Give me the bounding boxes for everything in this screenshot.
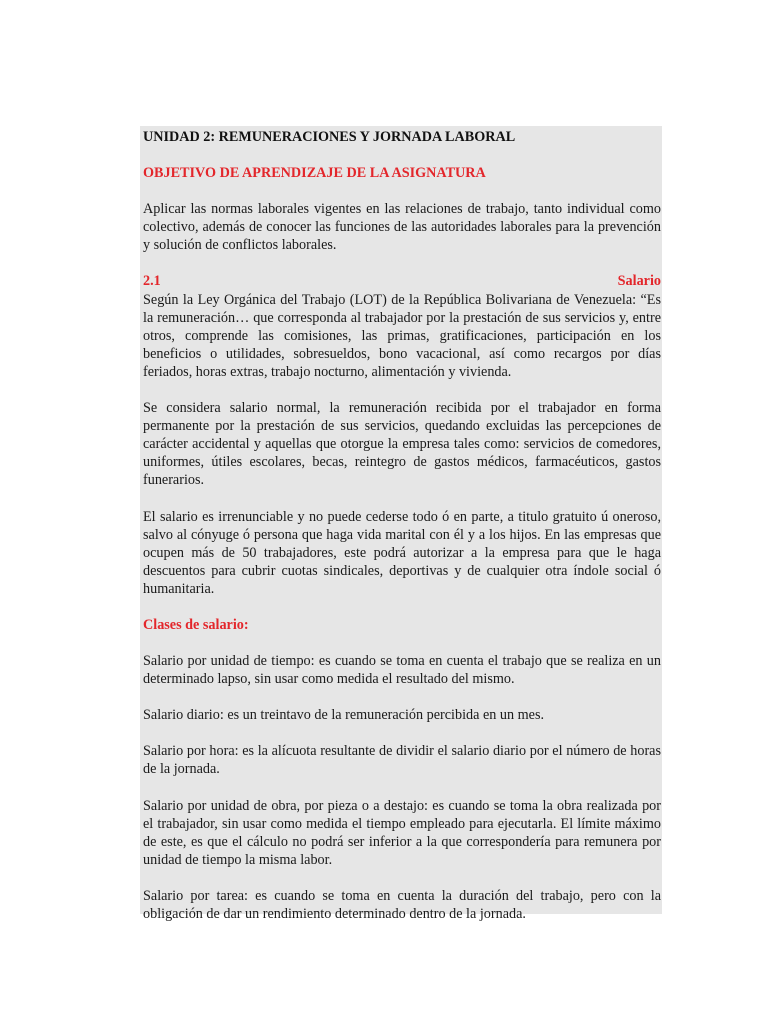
objective-heading: OBJETIVO DE APRENDIZAJE DE LA ASIGNATURA [143, 165, 486, 182]
salary-class-item: Salario por tarea: es cuando se toma en cuenta la duración del trabajo, pero con la obligación de dar un rendimiento determinado dentro de la jornada. [143, 887, 661, 922]
salary-class-item: Salario por hora: es la alícuota resultante de dividir el salario diario por el número de horas de la jornada. [143, 743, 661, 778]
salary-class-item: Salario por unidad de obra, por pieza o a destajo: es cuando se toma la obra realizada por el trabajador, sin usar como medida el tiempo empleado para ejecutarla. El límite máximo de este, es que el cálculo no podrá ser inferior a la que correspondería para remunera por unidad de tiempo la misma labor. [143, 797, 661, 868]
unit-title: UNIDAD 2: REMUNERACIONES Y JORNADA LABORAL [143, 129, 516, 145]
salary-class-item: Salario diario: es un treintavo de la remuneración percibida en un mes. [143, 707, 545, 724]
objective-paragraph: Aplicar las normas laborales vigentes en las relaciones de trabajo, tanto individual como colectivo, además de conocer las funciones de las autoridades laborales para la prevención y solución de conflictos laborales. [143, 201, 661, 254]
salary-definition-paragraph: Según la Ley Orgánica del Trabajo (LOT) de la República Bolivariana de Venezuela: “Es la remuneración… que corresponda al trabajador por la prestación de sus servicios y, entre otros, comprende las comisiones, las primas, gratificaciones, participación en los beneficios o utilidades, sobresueldos, bono vacacional, así como recargos por días feriados, horas extras, trabajo nocturno, alimentación y vivienda. [143, 291, 661, 380]
classes-heading: Clases de salario: [143, 616, 249, 633]
document-content [143, 128, 661, 923]
section-number: 2.1 [143, 273, 161, 290]
unwaivable-salary-paragraph: El salario es irrenunciable y no puede cederse todo ó en parte, a titulo gratuito ú oneroso, salvo al cónyuge ó persona que haga vida marital con él y a los hijos. En las empresas que ocupen más de 50 trabajadores, este podrá autorizar a la empresa para que le haga descuentos para cubrir cuotas sindicales, deportivas y de cualquier otra índole social ó humanitaria. [143, 508, 661, 597]
salary-class-item: Salario por unidad de tiempo: es cuando se toma en cuenta el trabajo que se realiza en un determinado lapso, sin usar como medida el resultado del mismo. [143, 653, 661, 688]
section-title: Salario [617, 273, 661, 290]
normal-salary-paragraph: Se considera salario normal, la remuneración recibida por el trabajador en forma permanente por la prestación de sus servicios, quedando excluidas las percepciones de carácter accidental y aquellas que otorgue la empresa tales como: servicios de comedores, uniformes, útiles escolares, becas, reintegro de gastos médicos, farmacéuticos, gastos funerarios. [143, 400, 661, 489]
section-heading [143, 272, 661, 290]
